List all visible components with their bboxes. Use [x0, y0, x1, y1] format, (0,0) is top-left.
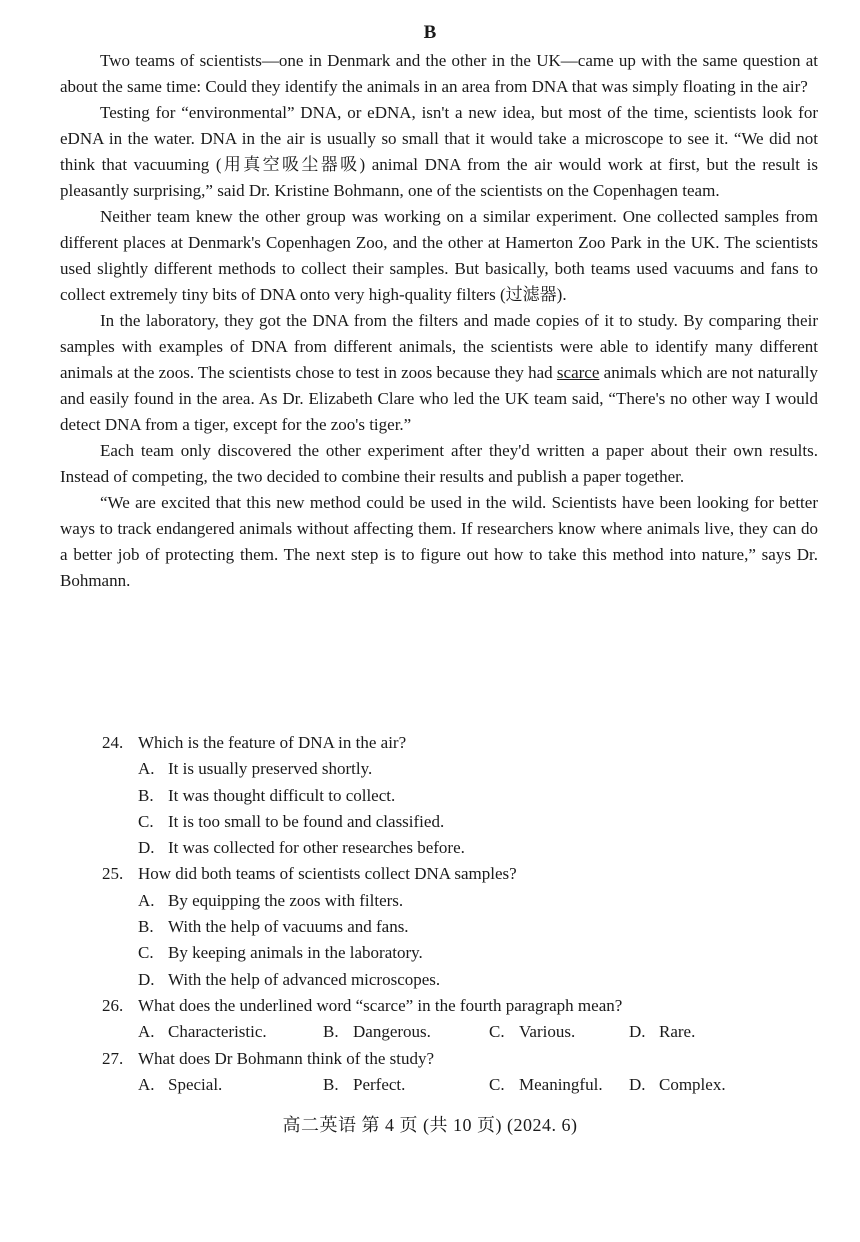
option-b[interactable]	[138, 783, 822, 809]
option-d[interactable]	[629, 1072, 726, 1098]
question-number: 26.	[102, 995, 124, 1015]
option-c[interactable]	[138, 809, 822, 835]
option-letter: B.	[323, 1022, 339, 1042]
option-a[interactable]	[138, 1072, 323, 1098]
option-letter: A.	[138, 1022, 155, 1042]
option-text: Characteristic.	[168, 1022, 267, 1042]
option-text: By keeping animals in the laboratory.	[168, 943, 423, 963]
reading-passage	[60, 48, 818, 594]
option-a[interactable]	[138, 756, 822, 782]
option-list	[102, 1072, 822, 1098]
questions-section	[102, 730, 822, 1098]
option-letter: D.	[629, 1074, 646, 1094]
question-stem: Which is the feature of DNA in the air?	[138, 733, 407, 752]
option-d[interactable]	[138, 967, 822, 993]
option-a[interactable]	[138, 1019, 323, 1045]
option-text: Dangerous.	[353, 1022, 431, 1042]
option-letter: C.	[489, 1022, 505, 1042]
option-text: Special.	[168, 1074, 223, 1094]
question-27	[102, 1046, 822, 1099]
option-list	[102, 888, 822, 993]
option-text: Various.	[519, 1022, 576, 1042]
option-b[interactable]	[138, 914, 822, 940]
option-a[interactable]	[138, 888, 822, 914]
option-letter: B.	[323, 1074, 339, 1094]
option-letter: C.	[138, 811, 154, 831]
question-stem: How did both teams of scientists collect DNA samples?	[138, 864, 517, 884]
option-letter: D.	[138, 838, 155, 858]
option-text: It was collected for other researches before.	[168, 838, 465, 858]
question-25	[102, 861, 822, 992]
option-d[interactable]	[629, 1019, 695, 1045]
option-letter: C.	[138, 943, 154, 963]
option-list	[102, 756, 822, 861]
option-letter: B.	[138, 917, 154, 937]
option-text: By equipping the zoos with filters.	[168, 890, 404, 910]
passage-paragraph-6: “We are excited that this new method could be used in the wild. Scientists have been looking for better ways to track endangered animals without affecting them. If researchers know where animals live, they can do a better job of protecting them. The next step is to figure out how to take this method into nature,” says Dr. Bohmann.	[60, 493, 818, 590]
option-text: It was thought difficult to collect.	[168, 785, 396, 805]
option-text: Rare.	[659, 1022, 696, 1042]
option-letter: C.	[489, 1074, 505, 1094]
option-letter: A.	[138, 890, 155, 910]
option-c[interactable]	[489, 1019, 629, 1045]
page-footer: 高二英语 第 4 页 (共 10 页) (2024. 6)	[282, 1115, 578, 1135]
option-list	[102, 1019, 822, 1045]
option-letter: A.	[138, 759, 155, 779]
option-text: It is usually preserved shortly.	[168, 759, 373, 779]
question-stem: What does Dr Bohmann think of the study?	[138, 1048, 435, 1068]
option-text: Meaningful.	[519, 1074, 603, 1094]
option-b[interactable]	[323, 1072, 489, 1098]
paragraph-4-text-end: animals which are not naturally and easily found in the area. As Dr. Elizabeth Clare who led the UK team said, “There's no other way I would detect DNA from a tiger, except for the zoo's tiger.”	[60, 363, 818, 434]
passage-paragraph-5: Each team only discovered the other experiment after they'd written a paper about their own results. Instead of competing, the two decided to combine their results and publish a paper together.	[60, 441, 818, 486]
question-number: 27.	[102, 1048, 124, 1068]
question-24	[102, 730, 822, 861]
section-heading: B	[423, 22, 437, 43]
option-text: Complex.	[659, 1074, 726, 1094]
option-c[interactable]	[138, 940, 822, 966]
question-26	[102, 993, 822, 1046]
passage-paragraph-1: Two teams of scientists—one in Denmark and the other in the UK—came up with the same question at about the same time: Could they identify the animals in an area from DNA that was simply floating in the air?	[60, 51, 818, 96]
question-number: 25.	[102, 864, 124, 884]
option-text: With the help of advanced microscopes.	[168, 969, 441, 989]
option-letter: A.	[138, 1074, 155, 1094]
option-text: It is too small to be found and classified.	[168, 811, 445, 831]
question-stem: What does the underlined word “scarce” in the fourth paragraph mean?	[138, 995, 623, 1015]
passage-paragraph-3: Neither team knew the other group was working on a similar experiment. One collected samples from different places at Denmark's Copenhagen Zoo, and the other at Hamerton Zoo Park in the UK. The scientists used slightly different methods to collect their samples. But basically, both teams used vacuums and fans to collect extremely tiny bits of DNA onto very high-quality filters (过滤器).	[60, 207, 818, 304]
passage-paragraph-4	[60, 308, 818, 438]
passage-paragraph-2: Testing for “environmental” DNA, or eDNA, isn't a new idea, but most of the time, scientists look for eDNA in the water. DNA in the air is usually so small that it would take a microscope to see it. “We did not think that vacuuming (用真空吸尘器吸) animal DNA from the air would work at first, but the result is pleasantly surprising,” said Dr. Kristine Bohmann, one of the scientists on the Copenhagen team.	[60, 103, 818, 200]
underlined-word-scarce: scarce	[556, 363, 600, 382]
question-number: 24.	[102, 733, 124, 752]
option-c[interactable]	[489, 1072, 629, 1098]
option-d[interactable]	[138, 835, 822, 861]
paragraph-4-text-start: In the laboratory, they got the DNA from the filters and made copies of it to study. By comparing their samples with examples of DNA from different animals, the scientists were able to identify many different animals at the zoos. The scientists chose to test in zoos because they had	[60, 311, 818, 382]
option-text: Perfect.	[353, 1074, 406, 1094]
option-text: With the help of vacuums and fans.	[168, 917, 409, 937]
option-b[interactable]	[323, 1019, 489, 1045]
option-letter: D.	[138, 969, 155, 989]
option-letter: D.	[629, 1022, 646, 1042]
option-letter: B.	[138, 785, 154, 805]
